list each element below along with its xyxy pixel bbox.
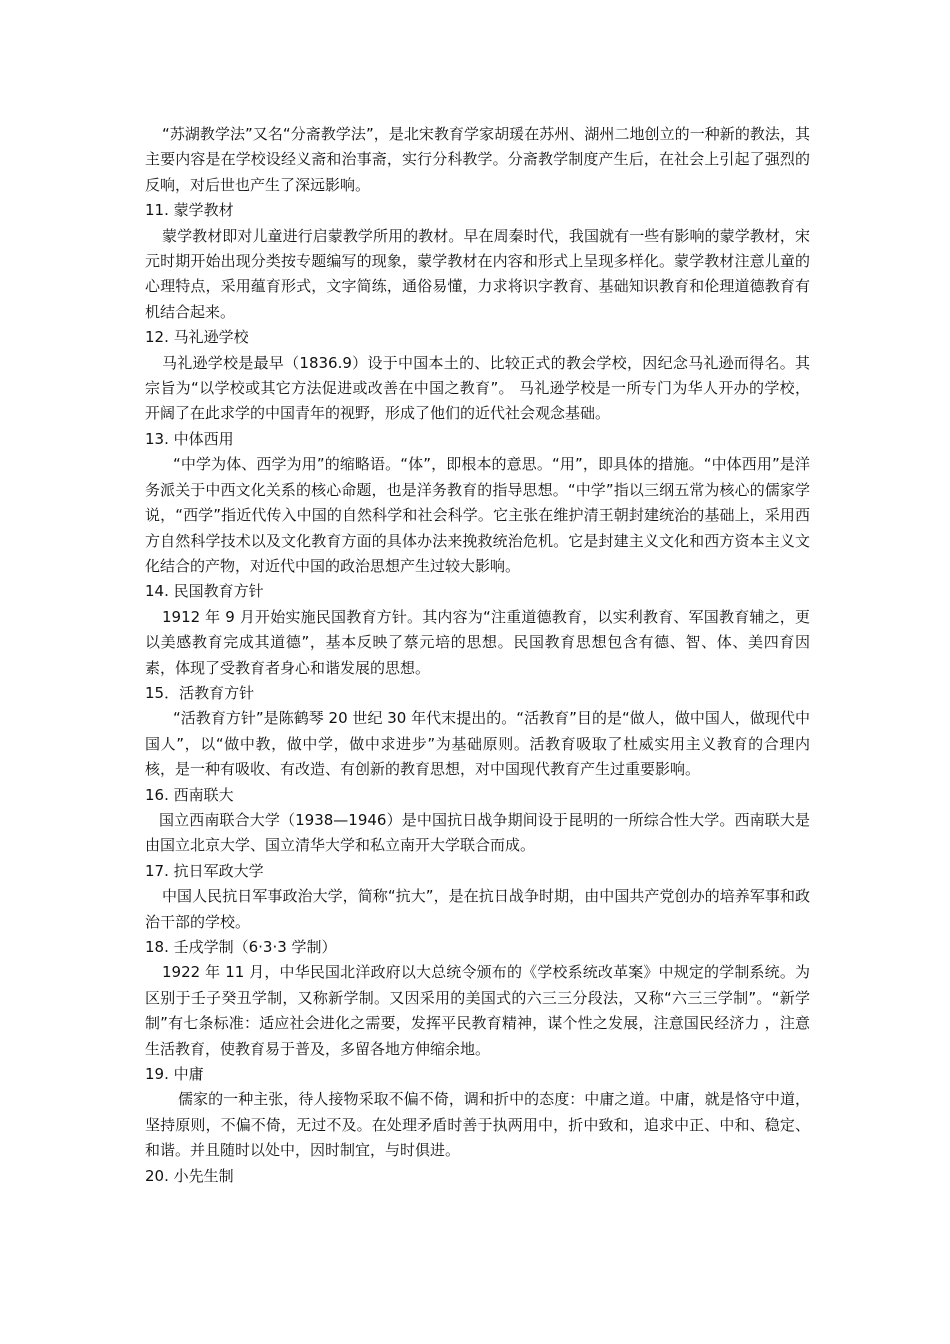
heading-12: 12. 马礼逊学校 [145,328,249,347]
paragraph-14: 1912 年 9 月开始实施民国教育方针。其内容为“注重道德教育，以实利教育、军国教育辅之，更以美感教育完成其道德”，基本反映了蔡元培的思想。民国教育思想包含有德、智、体、美四育因素，体现了受教育者身心和谐发展的思想。 [145,607,810,677]
paragraph-13: “中学为体、西学为用”的缩略语。“体”，即根本的意思。“用”，即具体的措施。“中体西用”是洋务派关于中西文化关系的核心命题，也是洋务教育的指导思想。“中学”指以三纲五常为核心的儒家学说，“西学”指近代传入中国的自然科学和社会科学。它主张在维护清王朝封建统治的基础上，采用西方自然科学技术以及文化教育方面的具体办法来挽救统治危机。它是封建主义文化和西方资本主义文化结合的产物，对近代中国的政治思想产生过较大影响。 [145,455,810,575]
heading-13: 13. 中体西用 [145,429,234,448]
document-page [145,122,810,1189]
paragraph-suhu-teaching-method: “苏湖教学法”又名“分斋教学法”，是北宋教育学家胡瑗在苏州、湖州二地创立的一种新的教法，其主要内容是在学校设经义斋和治事斋，实行分科教学。分斋教学制度产生后，在社会上引起了强烈的反响，对后世也产生了深远影响。 [145,125,810,194]
heading-14: 14. 民国教育方针 [145,582,264,601]
paragraph-12: 马礼逊学校是最早（1836.9）设于中国本土的、比较正式的教会学校，因纪念马礼逊而得名。其宗旨为“以学校或其它方法促进或改善在中国之教育”。 马礼逊学校是一所专门为华人开办的学校，开阔了在此求学的中国青年的视野，形成了他们的近代社会观念基础。 [145,353,810,423]
paragraph-11: 蒙学教材即对儿童进行启蒙教学所用的教材。早在周秦时代，我国就有一些有影响的蒙学教材，宋元时期开始出现分类按专题编写的现象，蒙学教材在内容和形式上呈现多样化。蒙学教材注意儿童的心理特点，采用蕴育形式，文字简练，通俗易懂，力求将识字教育、基础知识教育和伦理道德教育有机结合起来。 [145,226,810,321]
paragraph-16: 国立西南联合大学（1938—1946）是中国抗日战争期间设于昆明的一所综合性大学。西南联大是由国立北京大学、国立清华大学和私立南开大学联合而成。 [145,810,810,855]
paragraph-15: “活教育方针”是陈鹤琴 20 世纪 30 年代末提出的。“活教育”目的是“做人，做中国人，做现代中国人”，以“做中教，做中学，做中求进步”为基础原则。活教育吸取了杜威实用主义教育的合理内核，是一种有吸收、有改造、有创新的教育思想，对中国现代教育产生过重要影响。 [145,709,810,779]
heading-15: 15．活教育方针 [145,683,255,702]
paragraph-17: 中国人民抗日军事政治大学，简称“抗大”，是在抗日战争时期，由中国共产党创办的培养军事和政治干部的学校。 [145,887,810,931]
paragraph-18: 1922 年 11 月，中华民国北洋政府以大总统令颁布的《学校系统改革案》中规定的学制系统。为区别于壬子癸丑学制，又称新学制。又因采用的美国式的六三三分段法，又称“六三三学制”。“新学制”有七条标准：适应社会进化之需要，发挥平民教育精神，谋个性之发展，注意国民经济力 ，注意生活教育，使教育易于普及，多留各地方伸缩余地。 [145,963,810,1058]
heading-18: 18. 壬戌学制（6·3·3 学制） [145,938,337,956]
paragraph-19: 儒家的一种主张，待人接物采取不偏不倚，调和折中的态度：中庸之道。中庸，就是恪守中道，坚持原则，不偏不倚，无过不及。在处理矛盾时善于执两用中，折中致和，追求中正、中和、稳定、和谐。并且随时以处中，因时制宜，与时俱进。 [145,1090,810,1160]
heading-11: 11. 蒙学教材 [145,201,234,220]
heading-20: 20. 小先生制 [145,1166,234,1185]
heading-16: 16. 西南联大 [145,785,234,804]
heading-19: 19. 中庸 [145,1065,204,1084]
heading-17: 17. 抗日军政大学 [145,861,264,880]
